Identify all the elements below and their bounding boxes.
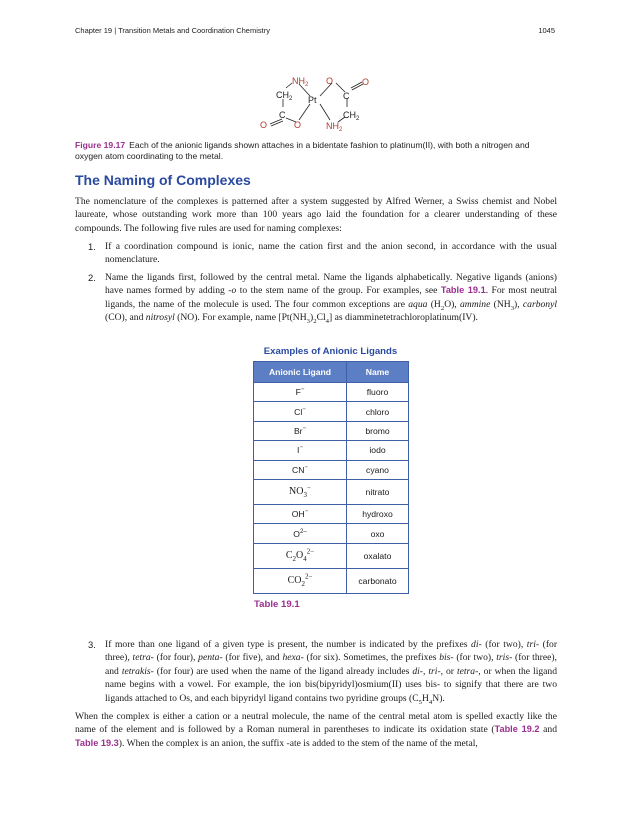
page-number: 1045 <box>538 26 555 35</box>
o-left-label: O <box>260 120 268 130</box>
name-cell: hydroxo <box>347 504 409 523</box>
table-row <box>254 504 409 523</box>
pt-label: Pt <box>308 95 317 105</box>
rule-3-text: If more than one ligand of a given type is present, the number is indicated by the prefixes di- (for two), tri- (for three), tetra- (for four), penta- (for five), and hexa- (for six). Sometimes, the prefixes bis- (for two), tris- (for three), and tetrakis- (for four) are used when the name of the ligand already includes di-, tri-, or tetra-, or when the ligand name begins with a vowel. For example, the ion bis(bipyridyl)osmium(II) uses bis- to signify that there are two ligands attached to Os, and each bipyridyl ligand contains two pyridine groups $(C_5H_4N)$. <box>105 639 558 706</box>
table-19-3-link[interactable]: Table 19.3 <box>75 737 119 748</box>
structural-formula-figure <box>252 72 382 138</box>
rule-2-number: 2. <box>88 272 96 283</box>
intro-paragraph: The nomenclature of the complexes is patterned after a system suggested by Alfred Werner, a Swiss chemist and Nobel laureate, whose outstanding work more than 100 years ago laid the foundation for a clearer understanding of these compounds. The following five rules are used for naming complexes: <box>75 196 557 234</box>
rule-3 <box>88 638 557 705</box>
table-row <box>254 568 409 593</box>
ligand-cell: $O^{2-}$ <box>254 524 347 543</box>
name-cell: fluoro <box>347 383 409 402</box>
rule-1-text: If a coordination compound is ionic, name the cation first and the anion second, in accordance with the usual nomenclature. <box>105 241 557 266</box>
rule-2-text: Name the ligands first, followed by the central metal. Name the ligands alphabetically. Negative ligands (anions) have names formed by adding -o to the stem name of the group. For examples, see Table 19.1. For most neutral ligands, the name of the molecule is used. The four common exceptions are aqua $(H_2O)$, ammine $(NH_3)$, carbonyl (CO), and nitrosyl (NO). For example, name $[Pt(NH_3)_2Cl_4]$ as diamminetetrachloroplatinum(IV). <box>105 272 558 326</box>
rule-3-number: 3. <box>88 639 96 650</box>
table-row <box>254 441 409 460</box>
ligand-cell: I− <box>254 441 347 460</box>
table-row <box>254 479 409 504</box>
section-title: The Naming of Complexes <box>75 172 251 188</box>
table-19-2-link[interactable]: Table 19.2 <box>494 724 540 735</box>
nh2-top-label: $NH_2$ <box>292 76 309 88</box>
name-cell: bromo <box>347 421 409 440</box>
table-row <box>254 524 409 543</box>
o-top-label: O <box>326 76 334 86</box>
table-row <box>254 460 409 479</box>
table-row <box>254 421 409 440</box>
ligand-cell: Cl− <box>254 402 347 421</box>
name-cell: carbonato <box>347 568 409 593</box>
figure-caption-label: Figure 19.17 <box>75 140 126 150</box>
table-row <box>254 402 409 421</box>
ch2-left-label: $CH_2$ <box>276 90 293 102</box>
table-title: Examples of Anionic Ligands <box>263 346 398 357</box>
rule-1 <box>88 240 557 267</box>
ligand-cell: Br− <box>254 421 347 440</box>
name-cell: oxalato <box>347 543 409 568</box>
name-cell: iodo <box>347 441 409 460</box>
closing-paragraph: When the complex is either a cation or a neutral molecule, the name of the central metal atom is spelled exactly like the name of the element and is followed by a Roman numeral in parentheses to indicate its oxidation state (Table 19.2 and Table 19.3). When the complex is an anion, the suffix -ate is added to the stem of the name of the metal, <box>75 711 557 749</box>
table-row <box>254 383 409 402</box>
ligand-cell: CN− <box>254 460 347 479</box>
anionic-ligands-table <box>253 361 409 594</box>
rule-1-number: 1. <box>88 241 96 252</box>
table-caption: Table 19.1 <box>254 599 300 610</box>
platinum-complex-structure <box>252 72 382 138</box>
ligand-cell: OH− <box>254 504 347 523</box>
name-cell: chloro <box>347 402 409 421</box>
o-right-label: O <box>362 77 370 87</box>
table-19-1-link[interactable]: Table 19.1 <box>440 285 486 296</box>
ligand-cell: F− <box>254 383 347 402</box>
figure-caption <box>75 140 557 163</box>
figure-caption-text: Each of the anionic ligands shown attaches in a bidentate fashion to platinum(II), with both a nitrogen and oxygen atom coordinating to the metal. <box>75 140 530 162</box>
column-header-ligand: Anionic Ligand <box>254 362 347 383</box>
ch2-right-label: $CH_2$ <box>343 110 360 122</box>
name-cell: oxo <box>347 524 409 543</box>
ligand-cell: $NO_3^-$ <box>254 479 347 504</box>
ligand-cell: $CO_2^{2-}$ <box>254 568 347 593</box>
table-row <box>254 543 409 568</box>
nh2-bottom-label: $NH_2$ <box>326 121 343 133</box>
c-right-label: C <box>343 91 350 101</box>
column-header-name: Name <box>347 362 409 383</box>
o-bottom-label: O <box>294 120 302 130</box>
rule-2 <box>88 271 557 325</box>
name-cell: nitrato <box>347 479 409 504</box>
running-header-chapter: Chapter 19 | Transition Metals and Coordination Chemistry <box>75 26 270 35</box>
c-left-label: C <box>279 110 286 120</box>
name-cell: cyano <box>347 460 409 479</box>
ligand-cell: $C_2O_4^{2-}$ <box>254 543 347 568</box>
